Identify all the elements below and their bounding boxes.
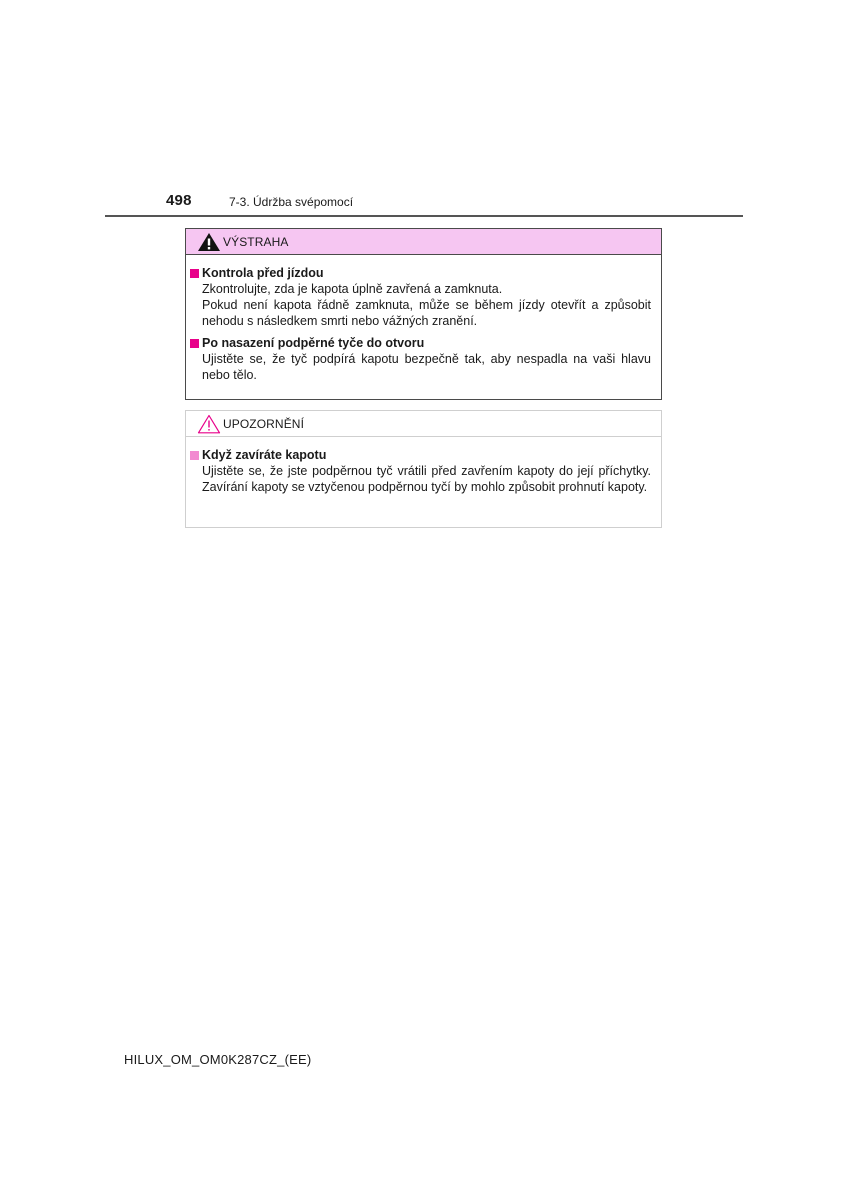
caution-box-body <box>186 437 661 495</box>
warning-label: VÝSTRAHA <box>223 235 289 249</box>
page-header <box>0 190 848 220</box>
caution-label: UPOZORNĚNÍ <box>223 417 305 431</box>
warning-box <box>185 228 662 400</box>
item-heading-text: Kontrola před jízdou <box>202 266 324 280</box>
item-heading <box>190 447 651 463</box>
item-paragraph: Pokud není kapota řádně zamknuta, může se během jízdy otevřít a způsobit nehodu s následkem smrti nebo vážných zranění. <box>202 298 651 328</box>
warning-box-header <box>186 229 661 255</box>
item-paragraph: Ujistěte se, že tyč podpírá kapotu bezpečně tak, aby nespadla na vaši hlavu nebo tělo. <box>202 352 651 382</box>
item-heading-text: Když zavíráte kapotu <box>202 448 327 462</box>
caution-box-header <box>186 411 661 437</box>
square-bullet-icon <box>190 269 199 278</box>
warning-box-body <box>186 255 661 383</box>
item-paragraph: Ujistěte se, že jste podpěrnou tyč vrátili před zavřením kapoty do její příchytky. Zavírání kapoty se vztyčenou podpěrnou tyčí by mohlo způsobit prohnutí kapoty. <box>202 464 651 494</box>
square-bullet-icon <box>190 451 199 460</box>
caution-triangle-outline-icon <box>197 414 221 434</box>
item-heading <box>190 335 651 351</box>
document-code: HILUX_OM_OM0K287CZ_(EE) <box>124 1052 312 1067</box>
warning-triangle-filled-icon <box>197 232 221 252</box>
warning-item-support-rod <box>190 335 651 383</box>
section-title: 7-3. Údržba svépomocí <box>229 195 354 209</box>
square-bullet-icon <box>190 339 199 348</box>
caution-box <box>185 410 662 528</box>
item-heading-text: Po nasazení podpěrné tyče do otvoru <box>202 336 425 350</box>
page-number: 498 <box>166 192 192 209</box>
item-paragraph: Zkontrolujte, zda je kapota úplně zavřená a zamknuta. <box>202 282 503 296</box>
item-text <box>190 351 651 383</box>
item-text <box>190 281 651 329</box>
item-text <box>190 463 651 495</box>
warning-item-pre-drive-check <box>190 265 651 329</box>
header-divider <box>105 215 743 217</box>
item-heading <box>190 265 651 281</box>
caution-item-closing-hood <box>190 447 651 495</box>
